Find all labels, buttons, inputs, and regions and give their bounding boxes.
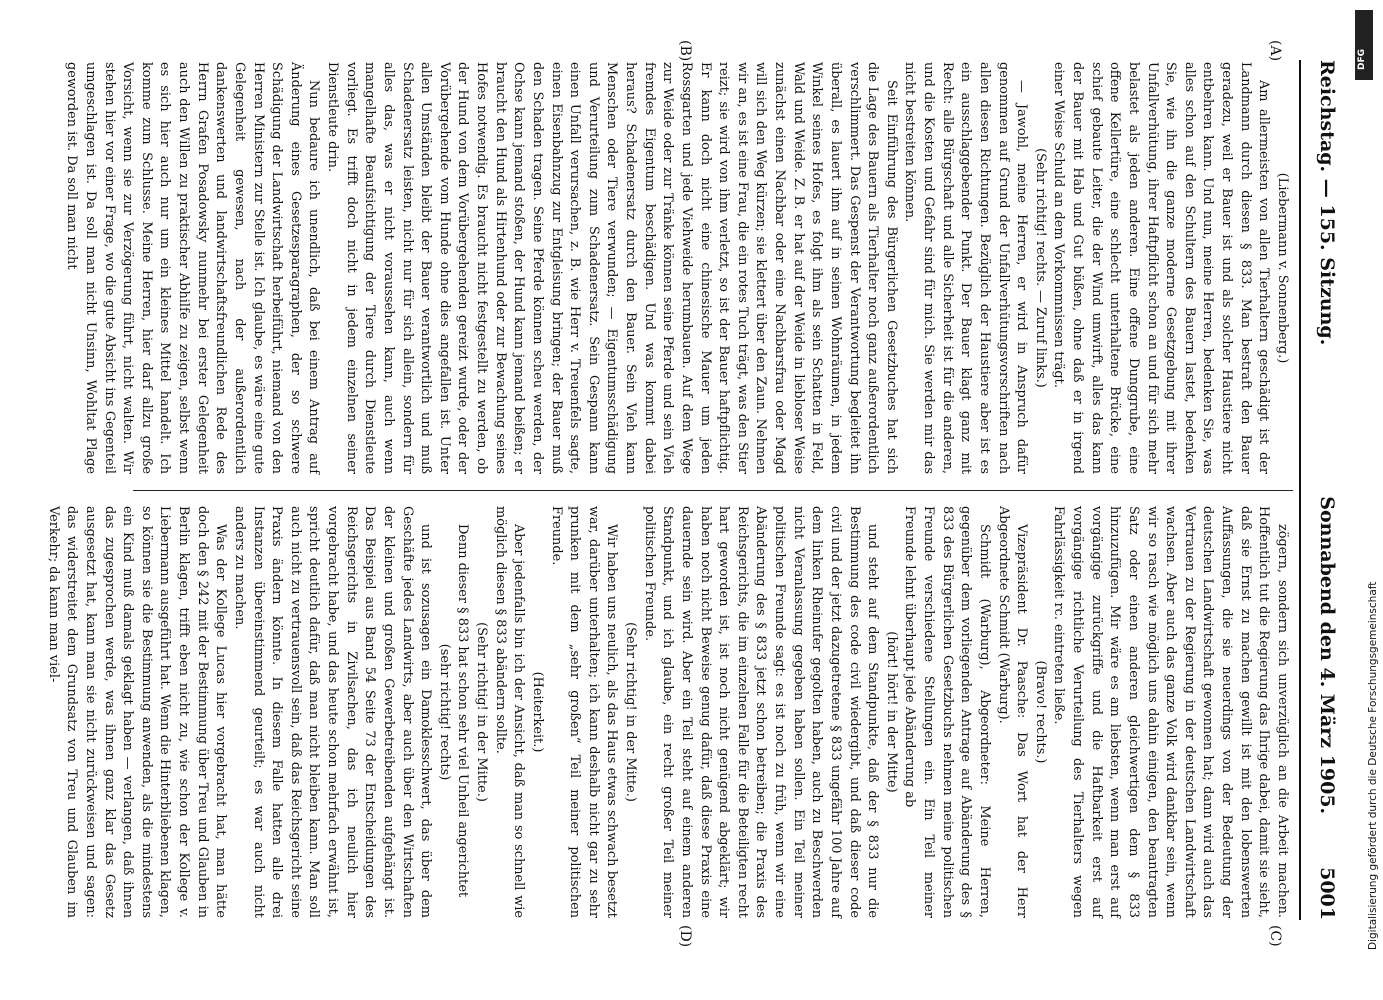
left-column: [62, 62, 1291, 474]
digitization-credit: [1353, 140, 1379, 1000]
paragraph: Seit Einführung des Bürgerlichen Gesetzbuches hat sich die Lage des Bauern als Tierhalter noch ganz außerordentlich verschlimmert. Das Gespenst der Verantwortung begleitet ihn überall, es lauert ihm auf in seinen Wohnräumen, in jedem Winkel seines Hofes, es folgt ihm als sein Schatten in Feld, Wald und Weide. Z. B. er hat auf der Weide in liebloser Weise zunächst einen Nachbar oder eine Nachbarsfrau oder Magd will sich den Weg kürzen; sie klettert über den Zaun. Nehmen wir an, es ist eine Frau, die ein rotes Tuch trägt, was den Stier reizt; sie wird von ihm verletzt, so ist der Bauer haftpflichtig. Er kann doch nicht eine chinesische Mauer um jeden Rossgarten und jede Viehweide herumbauen. Auf dem Wege zur Weide oder zur Tränke können seine Pferde und sein Vieh fremdes Eigentum beschädigen. Und was kommt dabei heraus? Schadenersatz durch den Bauer. Sein Vieh kann Menschen oder Tiere verwunden; — Eigentumsschädigung und Verurteilung zum Schadenersatz. Sein Gespann kann einen Unfall verursachen, z. B. wie Herr v. Treuenfels sagte, einen Eisenbahnzug zur Entgleisung bringen; der Bauer muß den Schaden tragen. Seine Pferde können scheu werden, der Ochse kann jemand stoßen, der Hund kann jemand beißen; er braucht den Hund als Hirtenhund oder zur Bewachung seines Hofes notwendig. Es braucht nicht festgestellt zu werden, ob der Hund von dem Vorübergehenden gereizt wurde, oder der Vorübergehende vom Hunde ohne dies angefallen ist. Unter allen Umständen bleibt der Bauer verantwortlich und muß Schadenersatz leisten, nicht nur für sich allein, sondern für alles das, was er nicht voraussehen kann, auch wenn mangelhafte Beaufsichtigung der Tiere durch Dienstleute vorliegt. Es trifft doch nicht in jedem einzelnen seiner Dienstleute drin.: [325, 62, 899, 474]
dfg-logo: DFG: [1355, 10, 1373, 80]
paragraph: (Heiterkeit.): [530, 671, 545, 753]
paragraph: (sehr richtig! rechts): [436, 643, 452, 781]
paragraph: (Sehr richtig! rechts. — Zuruf links.): [1032, 148, 1048, 388]
running-title: Reichstag. — 155. Sitzung.: [1316, 60, 1338, 346]
right-column: [43, 506, 1291, 918]
margin-marker-c: (C): [1267, 925, 1283, 947]
margin-marker-b: (B): [677, 40, 693, 62]
margin-marker-d: (D): [677, 925, 693, 948]
paragraph: (hört! hört! in der Mitte): [883, 631, 899, 793]
paragraph: zögern, sondern sich unverzüglich an die Arbeit machen. Hoffentlich tut die Regierung das Ihrige dabei, damit sie sieht, daß sie Ernst zu machen gewillt ist mit den lobenswerten Auffassungen, die sie neuerdings von der Bedeutung der deutschen Landwirtschaft gewonnen hat; dann wird auch das Vertrauen zu der Regierung in der deutschen Landwirtschaft wachsen. Aber auch das ganze Volk wird dankbar sein, wenn wir so rasch wie möglich uns dahin einigen, den beantragten Satz oder einen anderen gleichwertigen dem § 833 hinzuzufügen. Mir wäre es am liebsten, wenn man erst auf vorgängige zurückgriffe und die Haftbarkeit erst auf vorgängige richtliche Verurteilung des Tierhalters wegen Fahrlässigkeit rc. eintreten ließe.: [1051, 506, 1290, 918]
date-text: Sonnabend den 4. März 1905.: [1316, 496, 1338, 815]
page-header: [1304, 60, 1338, 920]
paragraph: Wir haben uns neulich, als das Haus etwas schwach besetzt war, darüber unterhalten; ich kann deshalb nicht gar zu sehr prunken mit dem „sehr großen“ Teil meiner politischen Freunde.: [548, 506, 620, 918]
paragraph: (Bravo! rechts.): [1032, 660, 1048, 764]
column-divider: [133, 490, 1293, 491]
paragraph: Vizepräsident Dr. Paasche: Das Wort hat der Herr Abgeordnete Schmidt (Warburg).: [995, 506, 1030, 918]
paragraph: und ist sozusagen ein Damoklesschwert, das über dem Geschäfte jedes Landwirts, aber auch über den Wirtschaften der kleinen und großen Gewerbetreibenden aufgehängt ist. Das Beispiel aus Band 54 Seite 73 der Entscheidungen des Reichsgerichts in Zivilsachen, das ich neulich hier vorgebracht habe, und das heute schon mehrfach erwähnt ist, spricht deutlich dafür, daß man nicht bleiben kann. Man soll auch nicht zu vertrauensvoll sein, daß das Reichsgericht seine Praxis ändern könnte. In diesem Falle hatten alle drei Instanzen übereinstimmend geurteilt; es war auch nicht anders zu machen.: [232, 506, 434, 918]
paragraph: Nun bedaure ich unendlich, daß bei einem Antrag auf Änderung eines Gesetzesparagraphen, der so schwere Schädigung der Landwirtschaft herbeiführt, niemand von den Herren Ministern zur Stelle ist. Ich glaube, es wäre eine gute Gelegenheit gewesen, nach der außerordentlich dankenswerten und landwirtschaftsfreundlichen Rede des Herrn Grafen Posadowsky nunmehr bei erster Gelegenheit auch den Willen zu praktischer Abhilfe zu zeigen, selbst wenn es sich hier auch nur um ein kleines Mittel handelt. Ich komme zum Schlusse. Meine Herren, hier darf allzu große Vorsicht, wenn sie zur Verzögerung führt, nicht walten. Wir stehen hier vor einer Frage, wo die gute Absicht ins Gegenteil umgeschlagen ist. Da soll man nicht Unsinn, Wohltat Plage geworden ist. Da soll man nicht: [64, 62, 322, 474]
header-rule: [1299, 60, 1301, 920]
page-number: 5001: [1316, 867, 1338, 920]
page-date: [1316, 496, 1338, 920]
paragraph: (Sehr richtig! in der Mitte.): [474, 622, 490, 802]
paragraph: — Jawohl, meine Herren, er wird in Anspruch dafür genommen auf Grund der Unfallverhütungsvorschriften nach allen diesen Richtungen. Bezüglich der Haustiere aber ist es ein ausschlaggebender Punkt. Der Bauer klagt ganz mit Recht: alle Bürgschaft und alle Sicherheit ist für die anderen, und die Kosten und Gefahr sind für mich. Sie werden mir das nicht bestreiten können.: [902, 62, 1030, 474]
paragraph: Am allermeisten von allen Tierhaltern geschädigt ist der Landmann durch diesen § 833. Man bestraft den Bauer geradezu, weil er Bauer ist und als solcher Haustiere nicht entbehren kann. Und nun, meine Herren, bedenken Sie, was alles schon auf den Schultern des Bauern lastet, bedenken Sie, wie ihn die ganze moderne Gesetzgebung mit ihrer Unfallverhütung, ihrer Haftpflicht schon an und für sich mehr belastet als jeden anderen. Eine offene Dunggrube, eine offene Kellertüre, eine schlecht unterhaltene Brücke, eine schief gebaute Leiter, die der Wind umwirft, alles das kann der Bauer mit Hab und Gut büßen, ohne daß er in irgend einer Weise Schuld an dem Vorkommnissen trägt.: [1051, 62, 1272, 474]
paragraph: Was der Kollege Lucas hier vorgebracht hat, man hätte doch den § 242 mit der Bestimmung über Treu und Glauben in Berlin klagen, trifft eben nicht zu, wie schon der Kollege v. Liebermann ausgeführt hat. Wenn die Hinterbliebenen klagen, so können sie die Bestimmung anwenden, als die mindestens ein Kind muß damals geklagt haben — verlangen, daß ihnen das zugesprochen werde, was ihnen ganz klar das Gesetz ausgesetzt hat, kann man sie nicht zurückweisen und sagen: das widerstreitet dem Grundsatz von Treu und Glauben im Verkehr; da kann man viel-: [45, 506, 229, 918]
credit-text: Digitalisierung gefördert durch die Deutsche Forschungsgemeinschaft: [1367, 581, 1379, 950]
paragraph: (Liebermann v. Sonnenberg.): [1275, 172, 1290, 364]
margin-marker-a: (A): [1267, 40, 1283, 62]
paragraph: Aber jedenfalls bin ich der Ansicht, daß man so schnell wie möglich diesen § 833 abändern sollte.: [492, 506, 527, 918]
paragraph: Schmidt (Warburg), Abgeordneter: Meine Herren, gegenüber dem vorliegenden Antrage auf Abänderung des § 833 des Bürgerlichen Gesetzbuchs nehmen meine politischen Freunde verschiedene Stellungen ein. Ein Teil meiner Freunde lehnt überhaupt jede Abänderung ab: [902, 506, 992, 918]
paragraph: Denn dieser § 833 hat schon sehr viel Unheil angerichtet: [455, 524, 471, 898]
paragraph: und steht auf dem Standpunkte, daß der § 833 nur die Bestimmung des code civil wiedergibt, und daß dieser code civil und der jetzt dazugetretene § 833 ungefähr 100 Jahre auf dem linken Rheinufer gegolten haben, auch zu Beschwerden nicht Veranlassung gegeben haben sollen. Ein Teil meiner politischen Freunde sagt: es ist noch zu früh, wenn wir eine Abänderung des § 833 jetzt schon betreiben; die Praxis des Reichsgerichts, die im einzelnen Falle für die Beteiligten recht hart geworden ist, ist noch nicht genügend abgeklärt; wir haben noch nicht Beweise genug dafür, daß diese Praxis eine dauernde sein wird. Aber ein Teil steht auf einem anderen Standpunkt, und ich glaube, ein recht großer Teil meiner politischen Freunde.: [641, 506, 881, 918]
paragraph: (Sehr richtig! in der Mitte.): [623, 622, 639, 802]
